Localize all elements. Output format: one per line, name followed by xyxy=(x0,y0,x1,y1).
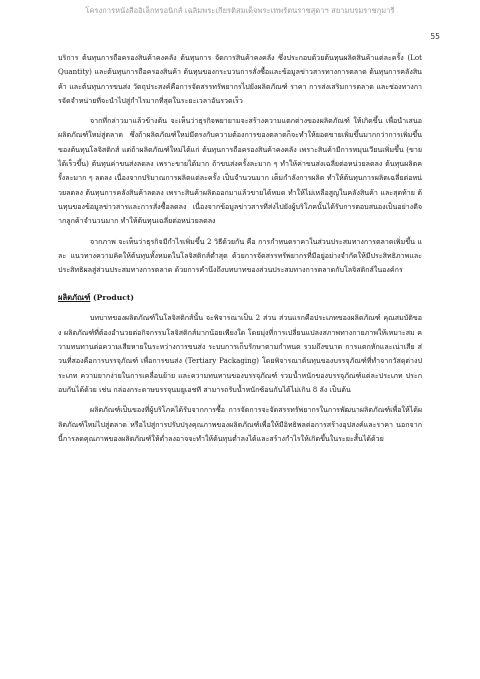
paragraph-profit-methods: จากภาพ จะเห็นว่าธุรกิจมีกำไรเพิ่มขึ้น 2 วิธีด้วยกัน คือ การกำหนดราคาในส่วนประสมทางการตลาดเพิ่มขึ้น และ แนวทางความคิดให้ต้นทุนทั้งหมดในโลจิสติกส์ต่ำสุด ด้วยการจัดสรรทรัพยากรที่มีอยู่อย่างจำกัดให้มีประสิทธิภาพและประสิทธิผลสู่ส่วนประสมทางการตลาด ด้วยการคำนึงถึงบทบาทของส่วนประสมทางการตลาดกับโลจิสติกส์ในองค์กร xyxy=(58,236,422,275)
header-watermark: โครงการหนังสืออิเล็กทรอนิกส์ เฉลิมพระเกียรติสมเด็จพระเทพรัตนราชสุดาฯ สยามบรมราชกุมารี xyxy=(85,6,395,15)
paragraph-product-role: บทบาทของผลิตภัณฑ์ในโลจิสติกส์นั้น จะพิจารณาเป็น 2 ส่วน ส่วนแรกคือประเภทของผลิตภัณฑ์ คุณสมบัติของ ผลิตภัณฑ์ที่ต้องอำนวยต่อกิจกรรมโลจิสติกส์มากน้อยเพียงใด โดยมุ่งที่การเปลี่ยนแปลงสภาพทางกายภาพให้เหมาะสม ความทนทานต่อความเสียหายในระหว่างการขนส่ง ระบบการเก็บรักษาตามกำหนด รวมถึงขนาด การแตกหักและเน่าเสีย ส่วนที่สองคือการบรรจุภัณฑ์ เพื่อการขนส่ง (Tertiary Packaging) โดยพิจารณาต้นทุนของบรรจุภัณฑ์ที่ทำจากวัสดุต่างประเภท ความยากง่ายในการเคลื่อนย้าย และความทนทานของบรรจุภัณฑ์ รวมน้ำหนักของบรรจุภัณฑ์แต่ละประเภท ประกอบกันได้ด้วย เช่น กล่องกระดาษบรรจุนมยูเอชที สามารถรับน้ำหนักซ้อนกันได้ไม่เกิน 8 ลัง เป็นต้น xyxy=(58,313,422,394)
section-heading-product xyxy=(58,291,422,305)
section-heading-thai: ผลิตภัณฑ์ xyxy=(58,293,91,303)
paragraph-product-differentiation: จากที่กล่าวมาแล้วข้างต้น จะเห็นว่าธุรกิจพยายามจะสร้างความแตกต่างของผลิตภัณฑ์ ให้เกิดขึ้น เพื่อนำเสนอผลิตภัณฑ์ใหม่สู่ตลาด ซึ่งถ้าผลิตภัณฑ์ใหม่มีตรงกับความต้องการของตลาดก็จะทำให้ยอดขายเพิ่มขึ้นมากกว่าการเพิ่มขึ้นของต้นทุนโลจิสติกส์ แต่ถ้าผลิตภัณฑ์ใหม่ได้แก่ ต้นทุนการถือครองสินค้าคงคลัง เพราะสินค้ามีการหมุนเวียนเพิ่มขึ้น (ขายได้เร็วขึ้น) ต้นทุนค่าขนส่งลดลง เพราะขายได้มาก ถ้าขนส่งครั้งละมาก ๆ ทำให้ค่าขนส่งเฉลี่ยต่อหน่วยลดลง ต้นทุนผลิตครั้งละมาก ๆ ลดลง เนื่องจากปริมาณการผลิตแต่ละครั้ง เป็นจำนวนมาก เต็มกำลังการผลิต ทำให้ต้นทุนการผลิตเฉลี่ยต่อหน่วยลดลง ต้นทุนการคลังสินค้าลดลง เพราะสินค้าผลิตออกมาแล้วขายได้หมด ทำให้ไม่เหลือสูญในคลังสินค้า และสุดท้าย ต้นทุนของข้อมูลข่าวสารและการสั่งซื้อลดลง เนื่องจากข้อมูลข่าวสารที่ส่งไปยังผู้บริโภคนั้นได้รับการตอบสนองเป็นอย่างดีจากลูกค้าจำนวนมาก ทำให้ต้นทุนเฉลี่ยต่อหน่วยลดลง xyxy=(58,116,422,226)
section-heading-english: (Product) xyxy=(90,293,134,303)
body-content xyxy=(58,51,422,446)
paragraph-logistics-costs: บริการ ต้นทุนการถือครองสินค้าคงคลัง ต้นทุนการ จัดการสินค้าคงคลัง ซึ่งประกอบด้วยต้นทุนผลิตสินค้าแต่ละครั้ง (Lot Quantity) และต้นทุนการถือครองสินค้า ต้นทุนของกระบวนการสั่งซื้อและข้อมูลข่าวสารทางการตลาด ต้นทุนการคลังสินค้า และต้นทุนการขนส่ง วัตถุประสงค์คือการจัดสรรทรัพยากรไปยังผลิตภัณฑ์ ราคา การส่งเสริมการตลาด และช่องทางการจัดจำหน่ายที่จะนำไปสู่กำไรมากที่สุดในระยะเวลาอันรวดเร็ว xyxy=(58,53,422,105)
paragraph-product-definition: ผลิตภัณฑ์เป็นของที่ผู้บริโภคได้รับจากการซื้อ การจัดการจะจัดสรรทรัพยากรในการพัฒนาผลิตภัณฑ์เพื่อให้ได้ผลิตภัณฑ์ใหม่ไปสู่ตลาด หรือไปสู่การปรับปรุงคุณภาพของผลิตภัณฑ์เพื่อให้มีอิทธิพลต่อการสร้างอุปสงค์และราคา นอกจากนี้การลดคุณภาพของผลิตภัณฑ์ให้ต่ำลงอาจจะทำให้ต้นทุนต่ำลงได้และสร้างกำไรให้เกิดขึ้นในระยะสั้นได้ด้วย xyxy=(58,405,422,443)
page-number: 55 xyxy=(430,32,440,41)
